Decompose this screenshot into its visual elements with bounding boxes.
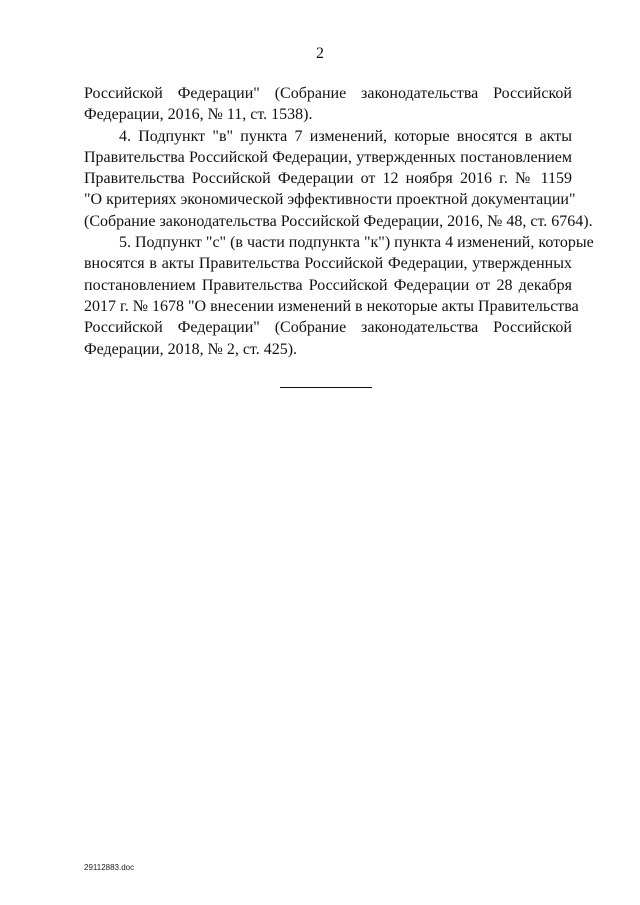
text-line: Федерации, 2018, № 2, ст. 425).	[84, 340, 298, 358]
page-number: 2	[316, 45, 324, 62]
text-line: 5. Подпункт "с" (в части подпункта "к") пункта 4 изменений, которые	[119, 234, 594, 252]
paragraph-item-4	[84, 126, 593, 232]
paragraph-continuation	[84, 83, 572, 126]
text-line: Правительства Российской Федерации, утвержденных постановлением	[84, 148, 572, 166]
text-line: 4. Подпункт "в" пункта 7 изменений, которые вносятся в акты	[119, 127, 572, 145]
footer-file-name: 29112883.doc	[84, 863, 135, 872]
text-line: 2017 г. № 1678 "О внесении изменений в некоторые акты Правительства	[84, 297, 579, 315]
text-line: "О критериях экономической эффективности проектной документации"	[84, 191, 576, 209]
text-line: Российской Федерации" (Собрание законодательства Российской	[84, 319, 572, 337]
text-line: вносятся в акты Правительства Российской Федерации, утвержденных	[84, 255, 572, 273]
end-separator-line	[280, 387, 372, 388]
document-body	[84, 83, 594, 360]
text-line: Российской Федерации" (Собрание законодательства Российской	[84, 85, 572, 102]
text-line: постановлением Правительства Российской Федерации от 28 декабря	[84, 276, 572, 294]
text-line: Федерации, 2016, № 11, ст. 1538).	[84, 106, 313, 124]
paragraph-item-5	[84, 232, 594, 360]
text-line: Правительства Российской Федерации от 12 ноября 2016 г. № 1159	[84, 170, 572, 188]
text-line: (Собрание законодательства Российской Федерации, 2016, № 48, ст. 6764).	[84, 212, 593, 230]
